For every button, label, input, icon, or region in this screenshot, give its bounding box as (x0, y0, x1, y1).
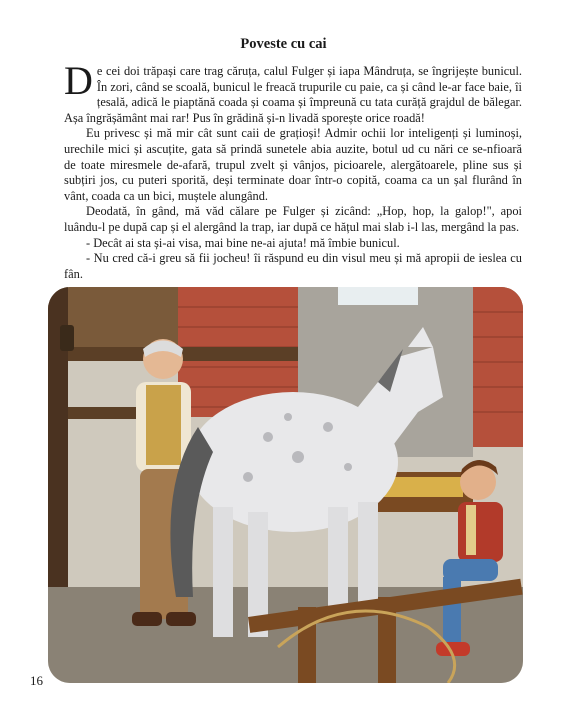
paragraph-1 (64, 58, 522, 126)
paragraph-5: - Nu cred că-i greu să fii jocheu! îi răspund eu din visul meu și mă apropii de ieslea cu fân. (64, 251, 522, 281)
paragraph-4: - Decât ai sta și-ai visa, mai bine ne-ai ajuta! mă îmbie bunicul. (86, 235, 400, 250)
drop-cap: D (64, 58, 93, 103)
lantern (60, 325, 74, 351)
paragraph-2: Eu privesc și mă mir cât sunt caii de grațioși! Admir ochii lor inteligenți și luminoși, urechile mici și ascuțite, gata să prindă sunetele abia auzite, botul ud cu nări ce se-nfioară de toate miresmele de-afară, trupul zvelt și vânjos, picioarele, alergătoarele, pline sus și subțiri jos, cu puteri sporită, deși terminate doar într-o copită, coama ca un șal flurând în vânt, coada ca un bici, muștele alungând. (64, 126, 522, 203)
page-title: Poveste cu cai (240, 36, 327, 52)
stable-illustration (48, 287, 523, 683)
paragraph-1-text: e cei doi trăpași care trag căruța, calul Fulger și iapa Mândruța, se îngrijește bunicul. În zori, când se scoală, bunicul le freacă trupurile cu paie, ca și când le-ar face baie, îi țesală, adică le piaptănă coada și coama și împreună cu tata curăță grajdul de bălegar. Așa îngrășământ mai rar! Pus în grădină și-n livadă sporește orice roadă! (64, 64, 522, 125)
page-number: 16 (30, 673, 43, 688)
paragraph-3: Deodată, în gând, mă văd călare pe Fulger și zicând: „Hop, hop, la galop!", apoi luându-l pe după cap și el alergând la trap, iar după ce hățul mai slab i-l las, mergând la pas. (64, 204, 522, 234)
story-text (64, 58, 522, 282)
window (338, 287, 418, 305)
brick-wall-right (473, 287, 523, 447)
